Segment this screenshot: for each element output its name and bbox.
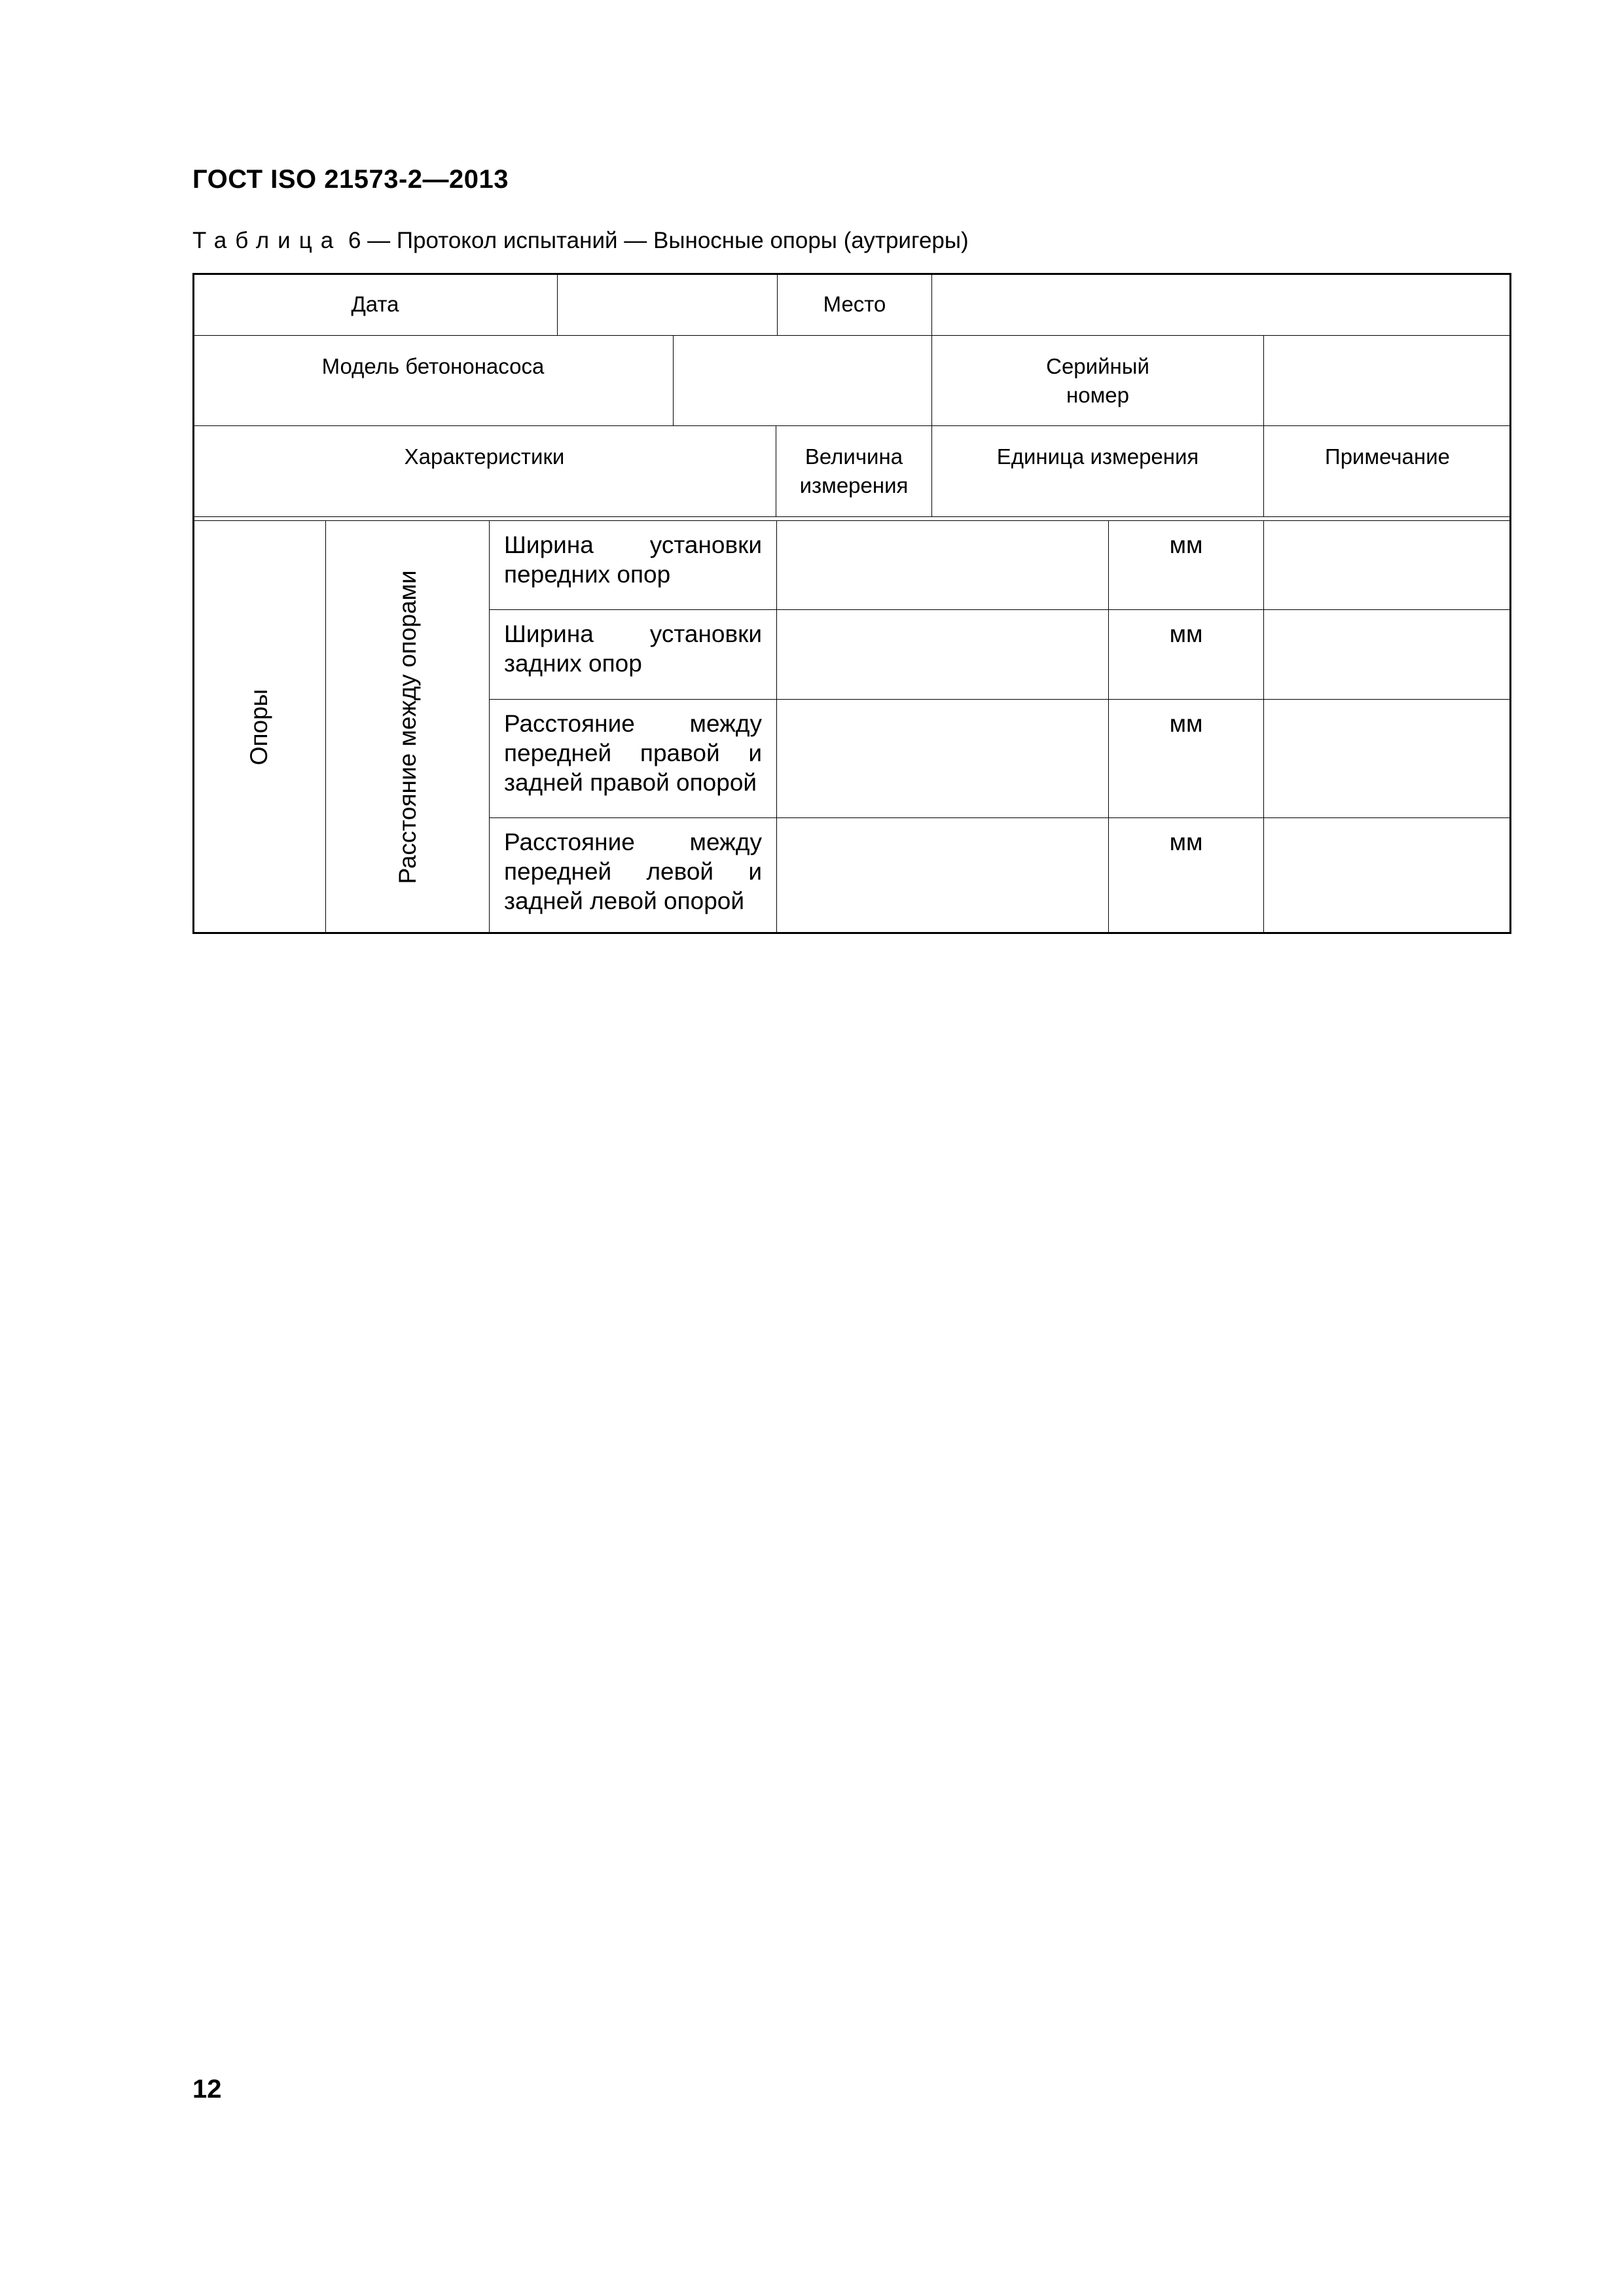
value-header xyxy=(776,425,932,517)
table-row-note[interactable] xyxy=(1263,520,1511,610)
subgroup-cell xyxy=(325,520,490,934)
caption-label: Таблица xyxy=(192,228,342,253)
row-unit: мм xyxy=(1169,620,1203,647)
characteristics-label: Характеристики xyxy=(404,444,565,469)
date-value-cell[interactable] xyxy=(557,273,778,336)
model-value-cell[interactable] xyxy=(673,335,932,426)
note-header xyxy=(1263,425,1511,517)
table-row-value[interactable] xyxy=(776,699,1109,818)
value-label: Величина измерения xyxy=(799,444,909,497)
table-caption xyxy=(192,228,969,254)
table-row-value[interactable] xyxy=(776,520,1109,610)
table-row-note[interactable] xyxy=(1263,609,1511,700)
place-label: Место xyxy=(823,292,886,316)
row-unit: мм xyxy=(1169,829,1203,855)
group-cell xyxy=(192,520,326,934)
unit-label: Единица измерения xyxy=(996,444,1199,469)
table-row-name xyxy=(489,817,777,934)
table-row-name xyxy=(489,609,777,700)
row-unit: мм xyxy=(1169,531,1203,558)
table-row-value[interactable] xyxy=(776,817,1109,934)
table-row-note[interactable] xyxy=(1263,817,1511,934)
serial-value-cell[interactable] xyxy=(1263,335,1511,426)
table-row-value[interactable] xyxy=(776,609,1109,700)
document-code: ГОСТ ISO 21573-2—2013 xyxy=(192,165,509,194)
table-row-unit xyxy=(1108,699,1264,818)
unit-header xyxy=(931,425,1264,517)
row-name: Ширина установки задних опор xyxy=(504,620,762,677)
table-row-name xyxy=(489,520,777,610)
serial-label-cell xyxy=(931,335,1264,426)
table-row-note[interactable] xyxy=(1263,699,1511,818)
row-name: Расстояние между передней левой и задней левой опорой xyxy=(504,829,762,914)
caption-text: 6 — Протокол испытаний — Выносные опоры (аутригеры) xyxy=(348,228,969,253)
subgroup-label: Расстояние между опорами xyxy=(393,570,421,884)
model-label: Модель бетононасоса xyxy=(321,354,545,378)
place-label-cell xyxy=(777,273,932,336)
table-row-unit xyxy=(1108,609,1264,700)
table-row-unit xyxy=(1108,520,1264,610)
place-value-cell[interactable] xyxy=(931,273,1511,336)
serial-label: Серийный номер xyxy=(1046,354,1149,407)
page-number: 12 xyxy=(192,2075,222,2104)
row-name: Ширина установки передних опор xyxy=(504,531,762,588)
characteristics-header xyxy=(192,425,776,517)
note-label: Примечание xyxy=(1324,444,1450,469)
date-label: Дата xyxy=(351,292,399,316)
group-label: Опоры xyxy=(245,689,272,766)
model-label-cell xyxy=(192,335,674,426)
row-unit: мм xyxy=(1169,710,1203,737)
date-label-cell xyxy=(192,273,558,336)
table-row-name xyxy=(489,699,777,818)
table-row-unit xyxy=(1108,817,1264,934)
row-name: Расстояние между передней правой и задней правой опорой xyxy=(504,710,762,796)
